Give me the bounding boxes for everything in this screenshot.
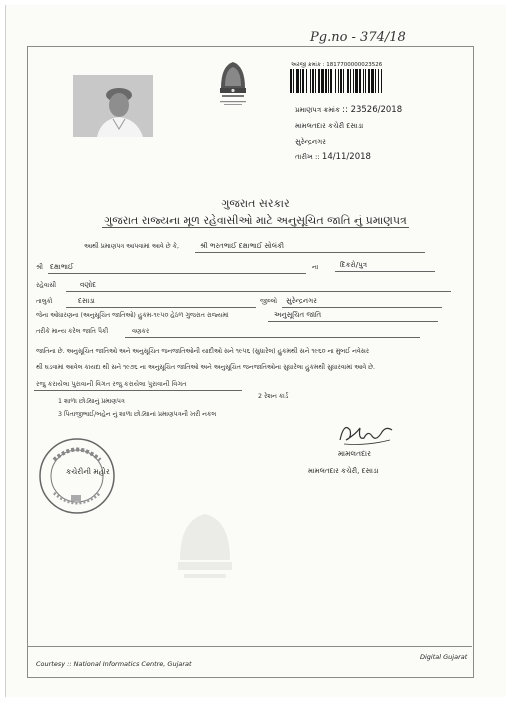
officer-signature [336, 420, 396, 450]
caste-label: તરીકે માન્ય કરેલ જાતિ પૈકી [36, 328, 109, 335]
residence-value: વણોદ [80, 281, 97, 289]
caste-value: વણકર [132, 328, 150, 335]
residence-underline [66, 291, 451, 292]
documents-heading-underline [34, 390, 242, 391]
caste-underline [125, 337, 420, 338]
legal-paragraph-line1: જાતિના છે. અનુસૂચિત જાતિઓ અને અનુસૂચિત જનજાતિઓની યાદીઓ સને ૧૯૫૬ (સુધારેલ) હુકમથી સને ૧૯૬૦ ના મુંબઈ નવેસર [36, 348, 370, 355]
certificate-title [0, 214, 511, 228]
residence-label: રહેવાસી [36, 282, 57, 289]
shri-label: શ્રી [36, 264, 43, 271]
certificate-title-text: ગુજરાત રાજ્યના મૂળ રહેવાસીઓ માટે અનુસૂચિત જાતિ નું પ્રમાણપત્ર [104, 214, 407, 227]
footer-brand: Digital Gujarat [420, 653, 468, 661]
officer-title: મામલતદાર [338, 449, 371, 458]
issue-date [295, 152, 371, 162]
relation-underline [335, 271, 435, 272]
handwritten-reference: Pg.no - 374/18 [310, 30, 406, 45]
father-name-underline [48, 273, 306, 274]
document-item-1: 1 શાળા છોડ્યાનું પ્રમાણપત્ર [58, 398, 125, 405]
cert-no-value: :: 23526/2018 [342, 105, 403, 115]
applicant-photo [73, 75, 153, 137]
date-value: 14/11/2018 [321, 152, 371, 162]
footer-courtesy: Courtesy :: National Informatics Centre, Gujarat [36, 660, 192, 668]
holder-name-underline [195, 252, 425, 253]
emblem-watermark-icon [170, 510, 240, 590]
documents-heading: રજુ કરાયેલા પુરાવાની વિગત રજુ કરાયેલા પુરાવાની વિગત [36, 380, 187, 388]
cert-no-label: પ્રમાણપત્ર ક્રમાંક [295, 106, 340, 114]
taluka-label: તાલુકો [36, 298, 53, 305]
barcode-label: અરજી ક્રમાંક : 1817700000023526 [291, 62, 383, 68]
barcode [290, 69, 422, 93]
date-label: તારીખ :: [295, 153, 320, 161]
taluka-value: દસાડા [78, 297, 95, 305]
father-name: દક્ષાભાઈ [50, 263, 74, 271]
issuing-office: મામલતદાર કચેરી દસાડા [295, 122, 364, 130]
certificate-frame [27, 46, 474, 678]
intro-text: આથી પ્રમાણપત્ર આપવામાં આવે છે કે, [84, 243, 179, 250]
certificate-number [295, 105, 402, 115]
seal-label: કચેરીની મહોર [66, 467, 110, 476]
category-value: અનુસૂચિત જાતિ [274, 311, 322, 319]
taluka-underline [66, 307, 256, 308]
holder-name: શ્રી ભરતભાઈ દક્ષાભાઈ સોલંકી [200, 242, 285, 250]
legal-paragraph-line2: થી ઘડવામાં આવેલ કાયદા થી સને ૧૯૭૬ ના અનુસૂચિત જાતિઓ અને અનુસૂચિત જનજાતિઓના સુધારેલા હુકમથી સુધારવામાં આવે છે. [36, 364, 376, 371]
document-item-3: 3 પિતાજીભાઈ/બહેન નું શાળા છોડ્યાનાં પ્રમાણપત્રની ખરી નકલ [58, 411, 217, 418]
document-item-2: 2 રેશન કાર્ડ [258, 393, 289, 400]
category-underline [268, 321, 438, 322]
relation: દિકરો/પુત્ર [340, 261, 368, 269]
footer-divider [27, 646, 472, 647]
issuing-district: સુરેન્દ્રનગર [295, 138, 326, 146]
government-heading: ગુજરાત સરકાર [221, 197, 290, 210]
na-label: ના [312, 264, 319, 271]
state-emblem-icon [215, 58, 251, 110]
district-label: જીલ્લો [260, 298, 278, 305]
officer-office: મામલતદાર કચેરી, દસાડા [308, 467, 379, 475]
district-underline [282, 307, 442, 308]
order-text: જેના ઓધારણના (અનુસૂચિત જાતિઓ) હુકમ-૧૯૫૦ હેઠળ ગુજરાત રાજ્યમાં [36, 312, 229, 319]
district-value: સુરેન્દ્રનગર [286, 297, 317, 305]
